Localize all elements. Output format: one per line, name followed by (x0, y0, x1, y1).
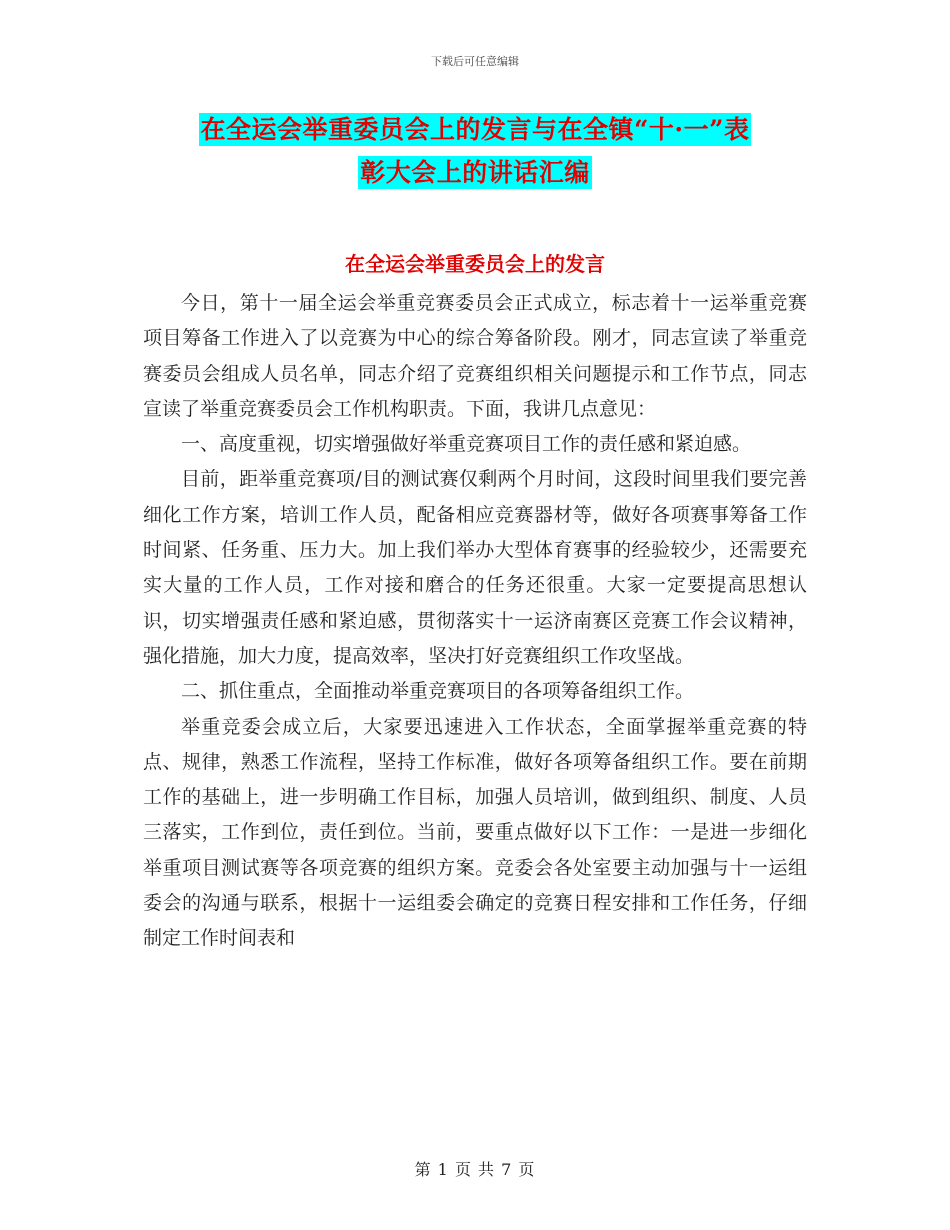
paragraph: 举重竞委会成立后，大家要迅速进入工作状态，全面掌握举重竞赛的特点、规律，熟悉工作流程，坚持工作标准，做好各项筹备组织工作。要在前期工作的基础上，进一步明确工作目标，加强人员培训，做到组织、制度、人员三落实，工作到位，责任到位。当前，要重点做好以下工作：一是进一步细化举重项目测试赛等各项竞赛的组织方案。竞委会各处室要主动加强与十一运组委会的沟通与联系，根据十一运组委会确定的竞赛日程安排和工作任务，仔细制定工作时间表和 (143, 715, 807, 950)
paragraph: 今日，第十一届全运会举重竞赛委员会正式成立，标志着十一运举重竞赛项目筹备工作进入了以竞赛为中心的综合筹备阶段。刚才，同志宣读了举重竞赛委员会组成人员名单，同志介绍了竞赛组织相关问题提示和工作节点，同志宣读了举重竞赛委员会工作机构职责。下面，我讲几点意见： (143, 292, 807, 420)
document-title-line-2 (0, 154, 950, 192)
document-title-text-1: 在全运会举重委员会上的发言与在全镇“十·一”表 (200, 115, 750, 144)
paragraph: 目前，距举重竞赛项/目的测试赛仅剩两个月时间，这段时间里我们要完善细化工作方案，培训工作人员，配备相应竞赛器材等，做好各项赛事筹备工作时间紧、任务重、压力大。加上我们举办大型体育赛事的经验较少，还需要充实大量的工作人员，工作对接和磨合的任务还很重。大家一定要提高思想认识，切实增强责任感和紧迫感，贯彻落实十一运济南赛区竞赛工作会议精神，强化措施，加大力度，提高效率，坚决打好竞赛组织工作攻坚战。 (143, 468, 807, 667)
paragraph: 一、高度重视，切实增强做好举重竞赛项目工作的责任感和紧迫感。 (181, 433, 752, 456)
document-body (143, 286, 807, 957)
document-title-line-1 (0, 111, 950, 149)
section-title: 在全运会举重委员会上的发言 (345, 252, 605, 276)
page-number-footer: 第 1 页 共 7 页 (414, 1160, 536, 1179)
header-note: 下载后可任意编辑 (431, 55, 519, 68)
document-title-text-2: 彰大会上的讲话汇编 (360, 158, 590, 187)
paragraph: 二、抓住重点，全面推动举重竞赛项目的各项筹备组织工作。 (181, 680, 695, 703)
